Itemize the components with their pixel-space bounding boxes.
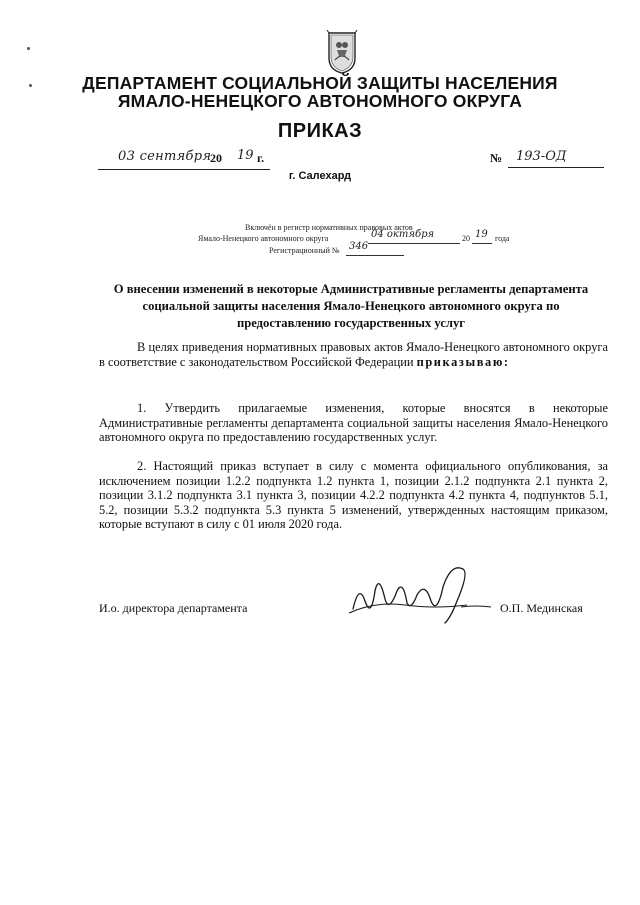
registry-number-label: Регистрационный № [269, 246, 340, 255]
order-number-handwritten: 193-ОД [516, 149, 567, 164]
order-number-label: № [490, 151, 503, 165]
preamble-text: В целях приведения нормативных правовых актов Ямало-Ненецкого автономного округа в соответствие с законодательством Российской Федерации [99, 340, 608, 369]
registry-number-field [346, 241, 404, 256]
registry-year-field [472, 229, 492, 244]
document-type-title: ПРИКАЗ [277, 120, 363, 142]
preamble-keyword: приказываю: [416, 354, 510, 369]
registry-number-handwritten: 346 [349, 241, 369, 252]
preamble-paragraph [99, 340, 608, 369]
order-item-1 [99, 401, 608, 445]
department-name-line1: ДЕПАРТАМЕНТ СОЦИАЛЬНОЙ ЗАЩИТЫ НАСЕЛЕНИЯ [82, 73, 558, 93]
order-date-handwritten: 03 сентября [118, 149, 212, 164]
registry-year-printed: 20 [462, 234, 470, 243]
order-item-2 [99, 459, 608, 532]
order-number-field [508, 151, 604, 168]
department-name-line2: ЯМАЛО-НЕНЕЦКОГО АВТОНОМНОГО ОКРУГА [117, 91, 523, 111]
coat-of-arms-icon [325, 30, 359, 74]
signatory-role: И.о. директора департамента [99, 601, 248, 615]
order-item-2-text: 2. Настоящий приказ вступает в силу с момента официального опубликования, за исключением позиции 1.2.2 подпункта 1.2 пункта 1, позиции 2.1.2 подпункта 2.1 пункта 2, позиции 3.1.2 подпункта 3.1 пункта 3, позиции 4.2.2 подпункта 4.2 пункта 4, подпунктов 5.1, 5.2, позиции 5.3.2 подпункта 5.3 пункта 5 изменений, утвержденных настоящим приказом, которые вступают в силу с 01 июля 2020 года. [99, 459, 608, 532]
order-year-suffix: г. [257, 151, 265, 165]
order-date-field [98, 148, 270, 170]
order-year-printed: 20 [210, 151, 222, 165]
registry-year-suffix: года [495, 234, 510, 243]
issue-city: г. Салехард [288, 170, 352, 182]
registry-stamp-line1: Включён в регистр нормативных правовых актов [245, 223, 413, 232]
registry-date-handwritten: 04 октября [371, 229, 435, 240]
scan-dot [27, 47, 30, 50]
order-item-1-text: 1. Утвердить прилагаемые изменения, которые вносятся в некоторые Административные регламенты департамента социальной защиты населения Ямало-Ненецкого автономного округа по предоставлению государственных услуг. [99, 401, 608, 445]
registry-stamp-prefix: Ямало-Ненецкого автономного округа [198, 234, 329, 243]
order-year-handwritten: 19 [237, 148, 254, 163]
registry-date-field [368, 229, 460, 244]
handwritten-signature-icon [345, 561, 495, 626]
order-title: О внесении изменений в некоторые Административные регламенты департамента социальной защиты населения Ямало-Ненецкого автономного округа по предоставлению государственных услуг [113, 282, 589, 330]
signatory-name: О.П. Мединская [500, 601, 583, 615]
registry-year-handwritten: 19 [475, 229, 488, 240]
